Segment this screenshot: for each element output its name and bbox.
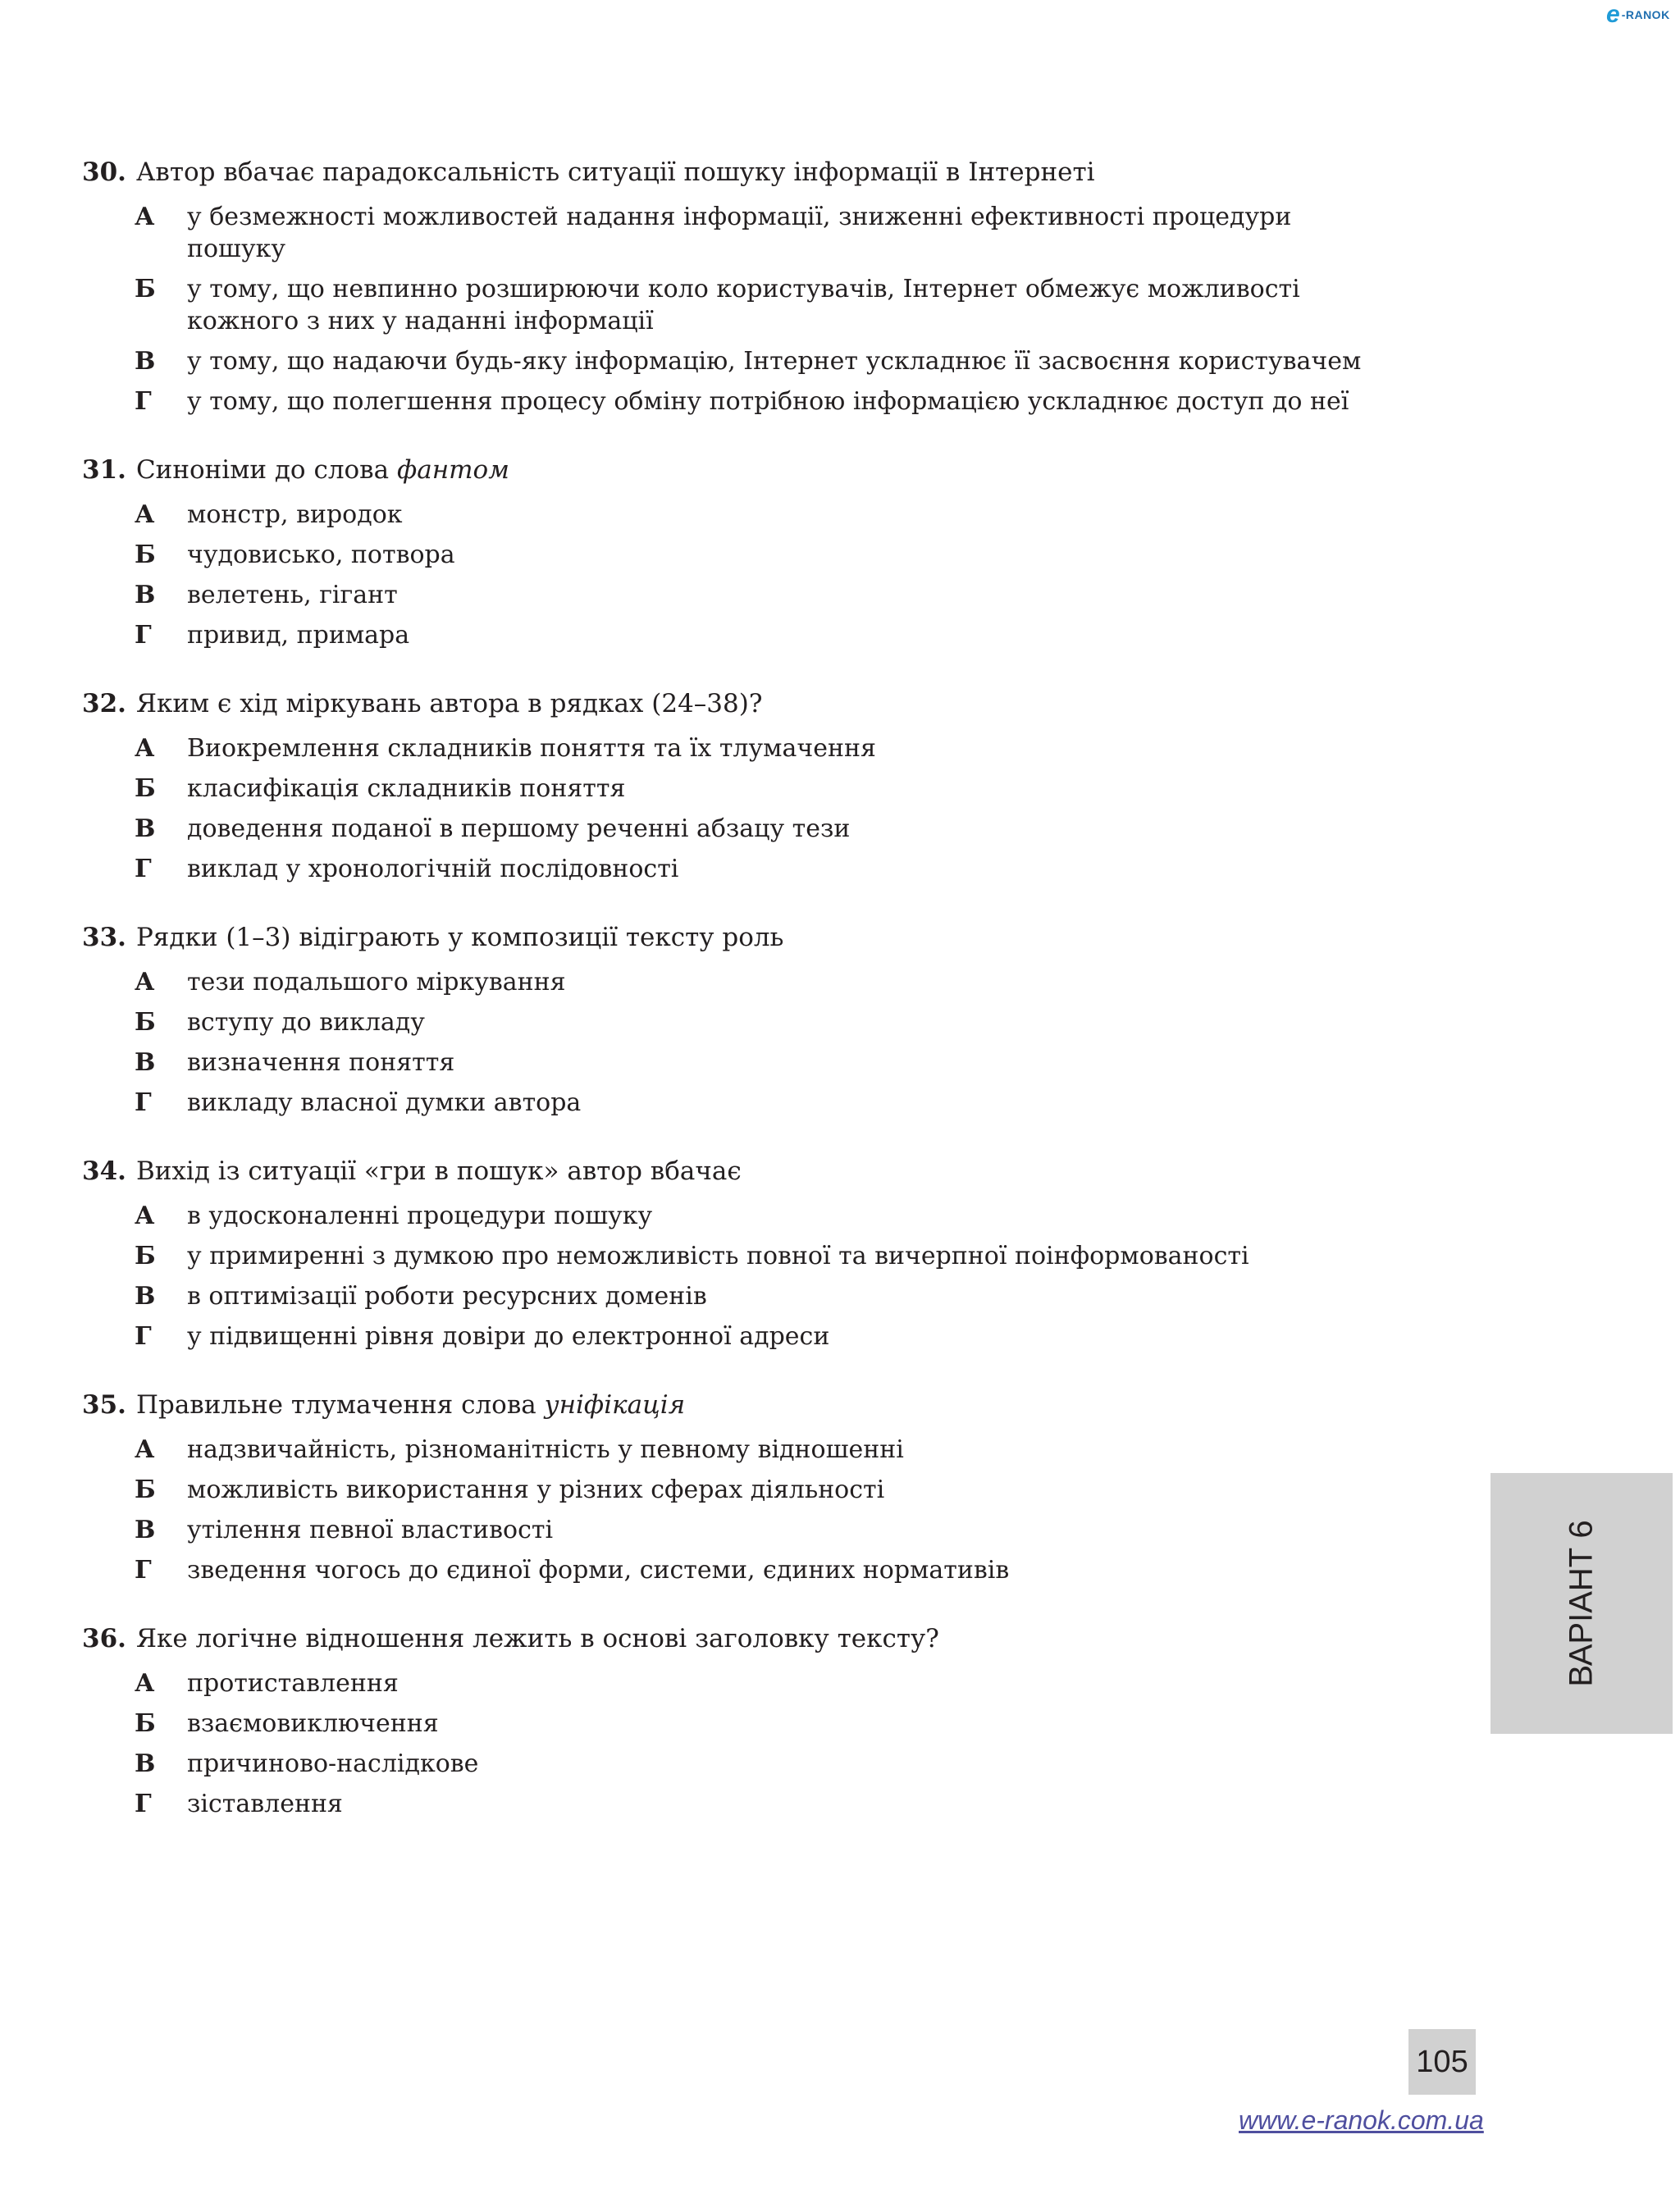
option-text: у тому, що полегшення процесу обміну потрібною інформацією ускладнює доступ до неї — [187, 387, 1349, 416]
question-number: 31. — [82, 455, 126, 485]
answer-option — [82, 1788, 1477, 1820]
answer-option — [82, 773, 1477, 805]
option-letter: Г — [135, 1556, 152, 1585]
question-stem — [82, 1390, 1477, 1420]
answer-option — [82, 499, 1477, 531]
question-text: Синоніми до слова — [135, 455, 397, 485]
answer-option — [82, 1006, 1477, 1038]
option-text: протиставлення — [187, 1669, 399, 1698]
answer-option — [82, 1280, 1477, 1312]
option-text: доведення поданої в першому реченні абзацу тези — [187, 814, 851, 843]
answer-option — [82, 579, 1477, 611]
question-stem — [82, 157, 1477, 187]
answer-option — [82, 539, 1477, 571]
question-block — [82, 1156, 1477, 1352]
option-letter: Б — [135, 1709, 156, 1738]
question-term: уніфікація — [544, 1390, 686, 1420]
answer-option — [82, 813, 1477, 845]
option-letter: Б — [135, 1242, 156, 1270]
questions-list — [82, 157, 1477, 1858]
question-stem — [82, 455, 1477, 485]
question-block — [82, 1390, 1477, 1586]
option-letter: В — [135, 1516, 156, 1544]
answer-option — [82, 1320, 1477, 1352]
question-block — [82, 689, 1477, 885]
question-stem — [82, 1156, 1477, 1186]
option-text: класифікація складників поняття — [187, 774, 626, 803]
question-text: Автор вбачає парадоксальність ситуації пошуку інформації в Інтернеті — [135, 157, 1095, 187]
question-text: Рядки (1–3) відіграють у композиції тексту роль — [135, 923, 784, 952]
option-text: вступу до викладу — [187, 1008, 425, 1037]
option-letter: А — [135, 500, 155, 529]
option-text: чудовисько, потвора — [187, 540, 455, 569]
variant-side-tab — [1491, 1473, 1673, 1734]
option-letter: В — [135, 1282, 156, 1311]
option-text: монстр, виродок — [187, 500, 403, 529]
question-number: 33. — [82, 923, 126, 952]
question-stem — [82, 923, 1477, 952]
option-text: у тому, що невпинно розширюючи коло користувачів, Інтернет обмежує можливості кожного з них у наданні інформації — [187, 275, 1300, 335]
answer-option — [82, 1087, 1477, 1119]
option-letter: В — [135, 347, 156, 376]
option-text: надзвичайність, різноманітність у певному відношенні — [187, 1435, 904, 1464]
option-text: в удосконаленні процедури пошуку — [187, 1202, 653, 1230]
option-letter: Г — [135, 1322, 152, 1351]
publisher-logo — [1606, 3, 1670, 26]
question-text: Вихід із ситуації «гри в пошук» автор вбачає — [135, 1156, 742, 1186]
option-text: у тому, що надаючи будь-яку інформацію, Інтернет ускладнює її засвоєння користувачем — [187, 347, 1362, 376]
option-text: тези подальшого міркування — [187, 968, 566, 997]
option-text: зведення чогось до єдиної форми, системи, єдиних нормативів — [187, 1556, 1010, 1585]
answer-option — [82, 1667, 1477, 1699]
answer-option — [82, 966, 1477, 998]
option-letter: Б — [135, 774, 156, 803]
option-letter: В — [135, 1048, 156, 1077]
option-letter: А — [135, 1435, 155, 1464]
answer-option — [82, 273, 1477, 337]
question-block — [82, 923, 1477, 1119]
question-number: 35. — [82, 1390, 126, 1420]
answer-option — [82, 1474, 1477, 1506]
option-text: виклад у хронологічній послідовності — [187, 855, 679, 883]
option-text: взаємовиключення — [187, 1709, 439, 1738]
option-text: привид, примара — [187, 621, 410, 650]
question-block — [82, 455, 1477, 651]
question-number: 36. — [82, 1624, 126, 1653]
answer-option — [82, 1554, 1477, 1586]
answer-option — [82, 1434, 1477, 1466]
question-stem — [82, 1624, 1477, 1653]
option-text: у підвищенні рівня довіри до електронної адреси — [187, 1322, 830, 1351]
question-term: фантом — [396, 455, 509, 485]
question-block — [82, 157, 1477, 417]
answer-option — [82, 345, 1477, 377]
logo-e-mark: e — [1606, 1, 1620, 28]
answer-option — [82, 201, 1477, 265]
answer-option — [82, 385, 1477, 417]
logo-text: -RANOK — [1621, 8, 1670, 21]
option-text: зіставлення — [187, 1790, 343, 1818]
question-text: Правильне тлумачення слова — [135, 1390, 545, 1420]
option-text: Виокремлення складників поняття та їх тлумачення — [187, 734, 876, 763]
option-text: велетень, гігант — [187, 581, 398, 609]
website-link[interactable]: www.e-ranok.com.ua — [1239, 2105, 1484, 2135]
answer-option — [82, 1708, 1477, 1740]
answer-option — [82, 1748, 1477, 1780]
option-letter: А — [135, 203, 155, 231]
option-letter: В — [135, 814, 156, 843]
option-text: викладу власної думки автора — [187, 1088, 582, 1117]
option-letter: А — [135, 1669, 155, 1698]
question-text: Яким є хід міркувань автора в рядках (24–38)? — [135, 689, 763, 718]
option-letter: В — [135, 1749, 156, 1778]
option-letter: Г — [135, 1088, 152, 1117]
question-stem — [82, 689, 1477, 718]
answer-option — [82, 619, 1477, 651]
option-text: можливість використання у різних сферах діяльності — [187, 1475, 885, 1504]
option-letter: В — [135, 581, 156, 609]
option-letter: А — [135, 1202, 155, 1230]
option-letter: Б — [135, 275, 156, 303]
option-letter: Г — [135, 387, 152, 416]
option-letter: Б — [135, 1475, 156, 1504]
option-letter: Б — [135, 540, 156, 569]
variant-label: ВАРІАНТ 6 — [1563, 1520, 1600, 1687]
option-letter: Б — [135, 1008, 156, 1037]
question-text: Яке логічне відношення лежить в основі заголовку тексту? — [135, 1624, 939, 1653]
option-text: в оптимізації роботи ресурсних доменів — [187, 1282, 707, 1311]
answer-option — [82, 1514, 1477, 1546]
option-text: визначення поняття — [187, 1048, 455, 1077]
answer-option — [82, 1047, 1477, 1079]
option-letter: Г — [135, 855, 152, 883]
page-number: 105 — [1408, 2029, 1476, 2095]
question-number: 34. — [82, 1156, 126, 1186]
option-letter: А — [135, 734, 155, 763]
answer-option — [82, 1240, 1477, 1272]
option-text: утілення певної властивості — [187, 1516, 554, 1544]
option-letter: А — [135, 968, 155, 997]
option-letter: Г — [135, 1790, 152, 1818]
answer-option — [82, 732, 1477, 764]
answer-option — [82, 853, 1477, 885]
question-number: 30. — [82, 157, 126, 187]
option-letter: Г — [135, 621, 152, 650]
question-number: 32. — [82, 689, 126, 718]
answer-option — [82, 1200, 1477, 1232]
option-text: у примиренні з думкою про неможливість повної та вичерпної поінформованості — [187, 1242, 1249, 1270]
question-block — [82, 1624, 1477, 1820]
option-text: у безмежності можливостей надання інформації, зниженні ефективності процедури пошуку — [187, 203, 1292, 263]
option-text: причиново-наслідкове — [187, 1749, 479, 1778]
